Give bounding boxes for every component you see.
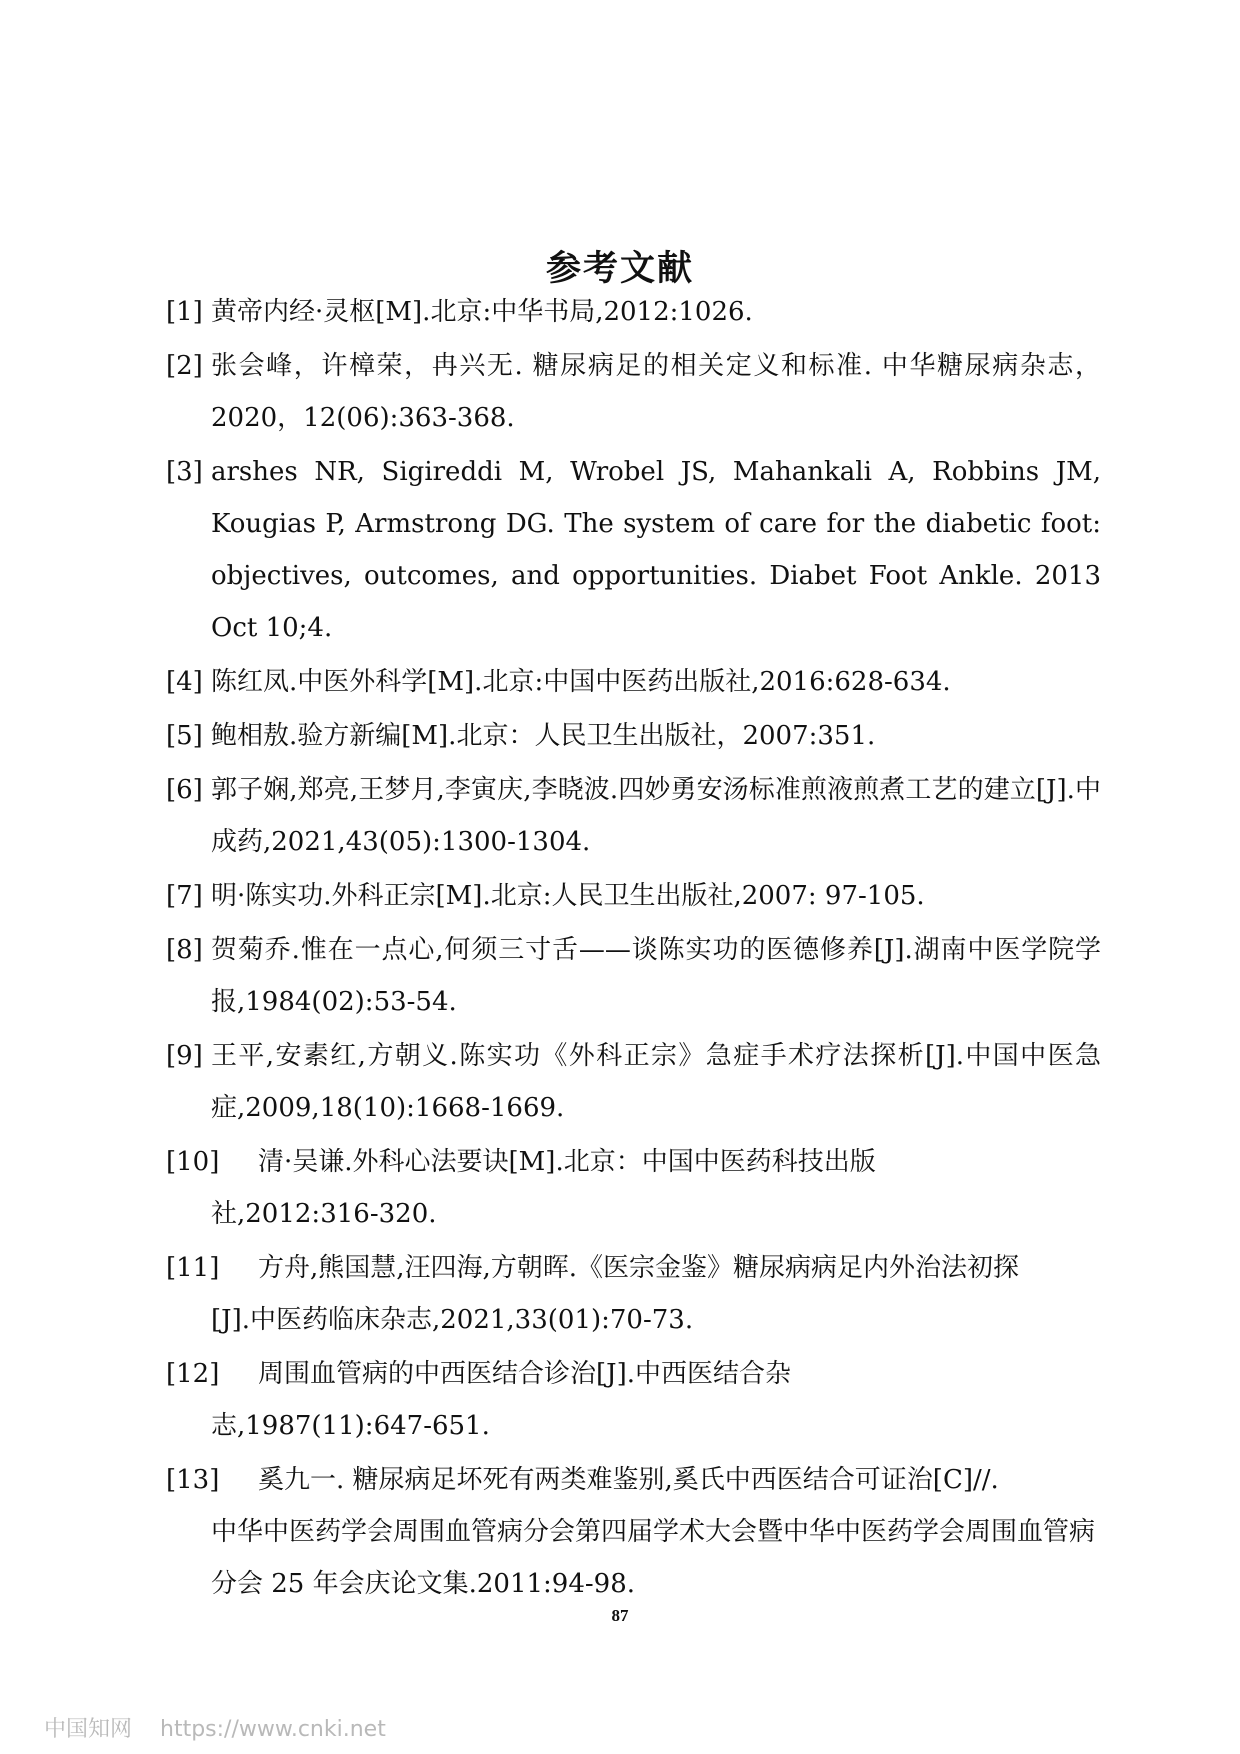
reference-text: 王平,安素红,方朝义.陈实功《外科正宗》急症手术疗法探析[J].中国中医急症,2009,18(10):1668-1669.	[211, 1041, 1101, 1123]
reference-text: 周围血管病的中西医结合诊治[J].中西医结合杂	[258, 1359, 791, 1389]
reference-item	[166, 710, 1101, 762]
reference-number: [13]	[166, 1465, 220, 1495]
reference-text: 贺菊乔.惟在一点心,何须三寸舌——谈陈实功的医德修养[J].湖南中医学院学报,1984(02):53-54.	[211, 935, 1101, 1017]
reference-text: 清·吴谦.外科心法要诀[M].北京：中国中医药科技出版	[258, 1147, 876, 1177]
reference-number: [4]	[166, 667, 203, 697]
reference-text-continued: 中华中医药学会周围血管病分会第四届学术大会暨中华中医药学会周围血管病分会 25 年会庆论文集.2011:94-98.	[211, 1517, 1096, 1599]
reference-item	[166, 1242, 1101, 1346]
reference-item	[166, 656, 1101, 708]
reference-text: 黄帝内经·灵枢[M].北京:中华书局,2012:1026.	[211, 297, 753, 327]
reference-text: 鲍相敖.验方新编[M].北京：人民卫生出版社，2007:351.	[211, 721, 876, 751]
reference-number: [7]	[166, 881, 203, 911]
reference-item	[166, 870, 1101, 922]
reference-item	[166, 1454, 1101, 1610]
reference-number: [11]	[166, 1253, 220, 1283]
reference-text: 明·陈实功.外科正宗[M].北京:人民卫生出版社,2007: 97-105.	[211, 881, 925, 911]
reference-item	[166, 764, 1101, 868]
reference-number: [5]	[166, 721, 203, 751]
reference-number: [9]	[166, 1041, 203, 1071]
reference-item	[166, 446, 1101, 654]
reference-item	[166, 1136, 1101, 1240]
reference-number: [6]	[166, 775, 203, 805]
reference-list	[166, 286, 1101, 1612]
reference-item	[166, 286, 1101, 338]
reference-number: [8]	[166, 935, 203, 965]
reference-text: 奚九一. 糖尿病足坏死有两类难鉴别,奚氏中西医结合可证治[C]//.	[258, 1465, 999, 1495]
reference-text: 郭子娴,郑亮,王梦月,李寅庆,李晓波.四妙勇安汤标准煎液煎煮工艺的建立[J].中成药,2021,43(05):1300-1304.	[211, 775, 1101, 857]
reference-item	[166, 1030, 1101, 1134]
reference-number: [12]	[166, 1359, 220, 1389]
reference-item	[166, 340, 1101, 444]
reference-number: [10]	[166, 1147, 220, 1177]
reference-text-continued: 社,2012:316-320.	[211, 1199, 437, 1229]
reference-number: [2]	[166, 351, 203, 381]
reference-text: 张会峰，许樟荣，冉兴无. 糖尿病足的相关定义和标准. 中华糖尿病杂志，2020，12(06):363-368.	[211, 351, 1101, 433]
reference-text: arshes NR, Sigireddi M, Wrobel JS, Mahankali A, Robbins JM, Kougias P, Armstrong DG. The system of care for the diabetic foot: objectives, outcomes, and opportunities. Diabet Foot Ankle. 2013 Oct 10;4.	[211, 457, 1101, 643]
watermark-brand: 中国知网	[44, 1717, 133, 1742]
reference-number: [3]	[166, 457, 203, 487]
reference-text-continued: 志,1987(11):647-651.	[211, 1411, 490, 1441]
page-number: 87	[611, 1606, 629, 1625]
reference-text: 陈红凤.中医外科学[M].北京:中国中医药出版社,2016:628-634.	[211, 667, 951, 697]
page-title: 参考文献	[545, 249, 694, 290]
watermark-url: https://www.cnki.net	[160, 1717, 386, 1742]
reference-item	[166, 924, 1101, 1028]
reference-item	[166, 1348, 1101, 1452]
reference-text: 方舟,熊国慧,汪四海,方朝晖.《医宗金鉴》糖尿病病足内外治法初探	[258, 1253, 1020, 1283]
reference-number: [1]	[166, 297, 203, 327]
cnki-watermark	[44, 1712, 386, 1743]
reference-text-continued: [J].中医药临床杂志,2021,33(01):70-73.	[211, 1305, 694, 1335]
